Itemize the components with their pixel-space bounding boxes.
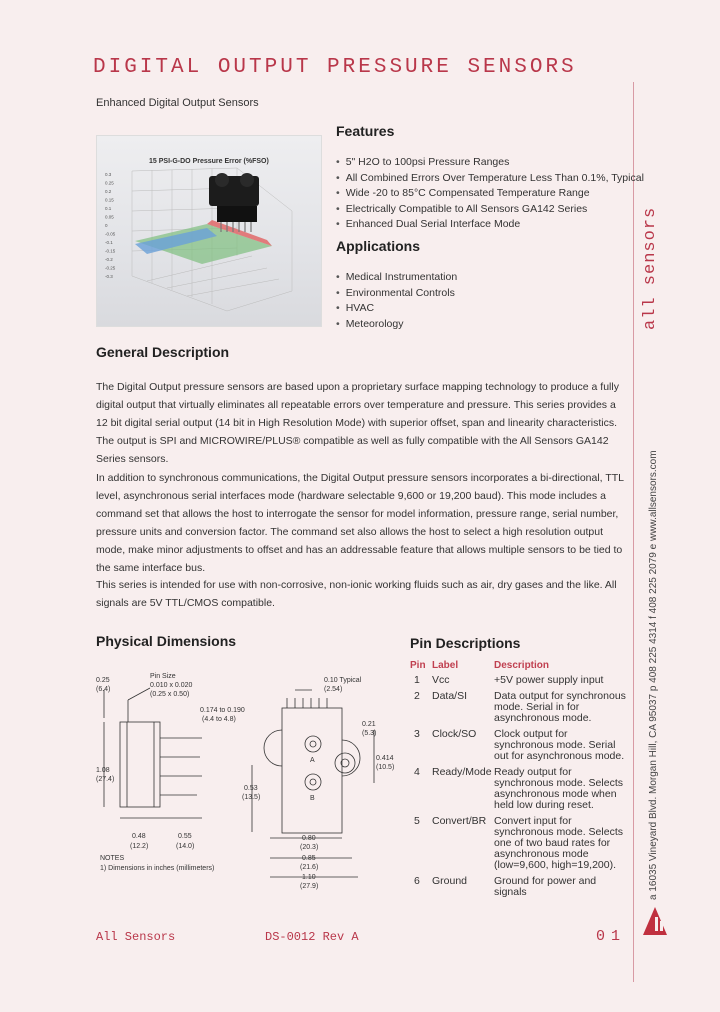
- pin-description: Ready output for synchronous mode. Selects asynchronous mode when held low during reset.: [494, 766, 623, 811]
- chart-image-title: 15 PSI-G-DO Pressure Error (%FSO): [149, 158, 269, 165]
- pin-row: [410, 675, 629, 691]
- pressure-error-chart-image: [97, 136, 321, 326]
- general-paragraph-1: The Digital Output pressure sensors are based upon a proprietary surface mapping technology to produce a fully digital output that virtually eliminates all repeatable errors over temperature and pressure. This series provides a 12 bit digital serial output (14 bit in High Resolution Mode) with superior offset, span and linearity characteristics. The output is SPI and MICROWIRE/PLUS® compatible as well as fully compatible with the All Sensors GA142 Series sensors.: [96, 381, 619, 465]
- pin-number: 1: [414, 674, 420, 686]
- chart-image-y-ticks: [105, 172, 116, 279]
- pin-table-header: [410, 660, 629, 675]
- pin-number: 6: [414, 875, 420, 887]
- chart-image-y-tick: -0.3: [105, 274, 113, 279]
- feature-item: • 5" H2O to 100psi Pressure Ranges: [336, 156, 644, 172]
- document-title: DIGITAL OUTPUT PRESSURE SENSORS: [93, 56, 577, 79]
- feature-item: • All Combined Errors Over Temperature Less Than 0.1%, Typical: [336, 172, 644, 188]
- dim-021-mm: (5.3): [362, 730, 377, 737]
- physical-dimensions-heading: Physical Dimensions: [96, 633, 237, 649]
- dim-0414: 0.414: [376, 755, 394, 762]
- document-subtitle: Enhanced Digital Output Sensors: [96, 97, 259, 109]
- features-list: [336, 156, 644, 234]
- general-description-heading: General Description: [96, 344, 230, 360]
- dim-0414-mm: (10.5): [376, 764, 395, 771]
- dim-048-mm: (12.2): [130, 843, 149, 850]
- dim-021: 0.21: [362, 721, 376, 728]
- pin-number: 5: [414, 815, 420, 827]
- chart-image-y-tick: 0.3: [105, 172, 112, 177]
- col-pin: Pin: [410, 660, 426, 671]
- pin-descriptions-heading: Pin Descriptions: [410, 635, 521, 651]
- dim-053-mm: (13.5): [242, 794, 261, 801]
- col-description: Description: [494, 660, 550, 671]
- applications-heading: Applications: [336, 238, 421, 254]
- chart-image-y-tick: 0.15: [105, 197, 114, 203]
- dim-0174: 0.174 to 0.190: [200, 707, 245, 714]
- dimension-drawing: [92, 660, 395, 892]
- pin-row: [410, 816, 629, 876]
- company-logo-icon: [641, 903, 669, 937]
- feature-item: • Electrically Compatible to All Sensors GA142 Series: [336, 203, 644, 219]
- dim-110: 1.10: [302, 874, 316, 881]
- dim-010-typ: 0.10 Typical: [324, 677, 362, 684]
- chart-image-y-tick: -0.1: [105, 240, 113, 245]
- footer-doc-number: DS-0012 Rev A: [265, 930, 359, 944]
- pin-table: [410, 660, 629, 898]
- dim-053: 0.53: [244, 785, 258, 792]
- dim-108: 1.08: [96, 767, 110, 774]
- pin-description: Convert input for synchronous mode. Selects one of two baud rates for asynchronous mode (low=9,600, high=19,200).: [494, 815, 623, 871]
- applications-list: [336, 271, 457, 333]
- pin-number: 3: [414, 728, 420, 740]
- application-item: • Environmental Controls: [336, 287, 457, 303]
- chart-image-y-tick: 0.1: [105, 206, 112, 211]
- dim-pin-size-mm: (0.25 x 0.50): [150, 691, 190, 698]
- pin-number: 2: [414, 690, 420, 702]
- dim-pin-size: 0.010 x 0.020: [150, 682, 193, 689]
- dim-055-mm: (14.0): [176, 843, 195, 850]
- chart-image-y-tick: 0.25: [105, 180, 114, 186]
- pin-row: [410, 876, 629, 898]
- pin-label: Ground: [432, 875, 468, 887]
- general-paragraph-3: This series is intended for use with non-corrosive, non-ionic working fluids such as air, dry gases and the like. All signals are 5V TTL/CMOS compatible.: [96, 579, 617, 609]
- pin-description: Clock output for synchronous mode. Serial out for asynchronous mode.: [494, 728, 625, 762]
- footer-page-number: 01: [596, 928, 627, 945]
- pin-label: Ready/Mode: [432, 766, 492, 778]
- pin-row: [410, 729, 629, 767]
- notes-label: NOTES: [100, 855, 125, 862]
- application-item: • HVAC: [336, 302, 457, 318]
- chart-image-y-tick: -0.2: [105, 257, 113, 262]
- chart-image-y-tick: 0.05: [105, 214, 114, 220]
- pin-number: 4: [414, 766, 420, 778]
- features-heading: Features: [336, 123, 395, 139]
- port-a-label: A: [310, 757, 315, 764]
- pin-description: Ground for power and signals: [494, 875, 597, 898]
- application-item: • Medical Instrumentation: [336, 271, 457, 287]
- dim-080-mm: (20.3): [300, 844, 319, 851]
- brand-logo-text: all sensors: [641, 206, 660, 330]
- chart-image-y-tick: -0.25: [105, 265, 116, 271]
- port-b-label: B: [310, 795, 315, 802]
- col-label: Label: [432, 660, 459, 671]
- general-paragraph-2: In addition to synchronous communications, the Digital Output pressure sensors incorporates a bi-directional, TTL level, asynchronous serial interfaces mode (hardware selectable 9,600 or 19,200 baud). This mode includes a command set that allows the host to interrogate the sensor for model information, pressure range, serial number, pressure units and conversion factor. The command set also allows the host to select a high resolution output mode, make minor adjustments to offset and has an addressable feature that allows multiple sensors to be tied to the same interface bus.: [96, 472, 624, 574]
- pin-label: Convert/BR: [432, 815, 487, 827]
- dim-pin-size-label: Pin Size: [150, 673, 176, 680]
- pin-label: Clock/SO: [432, 728, 477, 740]
- chart-image-y-tick: -0.05: [105, 231, 116, 237]
- dim-048: 0.48: [132, 833, 146, 840]
- feature-item: • Wide -20 to 85°C Compensated Temperature Range: [336, 187, 644, 203]
- pin-label: Vcc: [432, 674, 450, 686]
- chart-image-y-tick: -0.15: [105, 248, 116, 254]
- pin-label: Data/SI: [432, 690, 468, 702]
- dim-108-mm: (27.4): [96, 776, 115, 783]
- chart-image-y-tick: 0.2: [105, 189, 112, 194]
- dim-080: 0.80: [302, 835, 316, 842]
- application-item: • Meteorology: [336, 318, 457, 334]
- dim-0174-mm: (4.4 to 4.8): [202, 716, 236, 723]
- pin-row: [410, 767, 629, 816]
- dim-055: 0.55: [178, 833, 192, 840]
- pin-row: [410, 691, 629, 729]
- footer-company: All Sensors: [96, 930, 176, 944]
- feature-item: • Enhanced Dual Serial Interface Mode: [336, 218, 644, 234]
- contact-info: a 16035 Vineyard Blvd. Morgan Hill, CA 95037 p 408 225 4314 f 408 225 2079 e www.allsensors.com: [648, 450, 659, 900]
- pin-description: +5V power supply input: [494, 674, 604, 686]
- pin-description: Data output for synchronous mode. Serial in for asynchronous mode.: [494, 690, 626, 724]
- dim-085-mm: (21.6): [300, 864, 319, 871]
- chart-image-y-tick: 0: [105, 223, 108, 228]
- dim-085: 0.85: [302, 855, 316, 862]
- dim-110-mm: (27.9): [300, 883, 319, 890]
- dim-025: 0.25: [96, 677, 110, 684]
- notes-item-1: 1) Dimensions in inches (millimeters): [100, 865, 215, 872]
- dim-010-typ-mm: (2.54): [324, 686, 343, 693]
- product-photo: [96, 135, 322, 327]
- dim-025-mm: (6.4): [96, 686, 111, 693]
